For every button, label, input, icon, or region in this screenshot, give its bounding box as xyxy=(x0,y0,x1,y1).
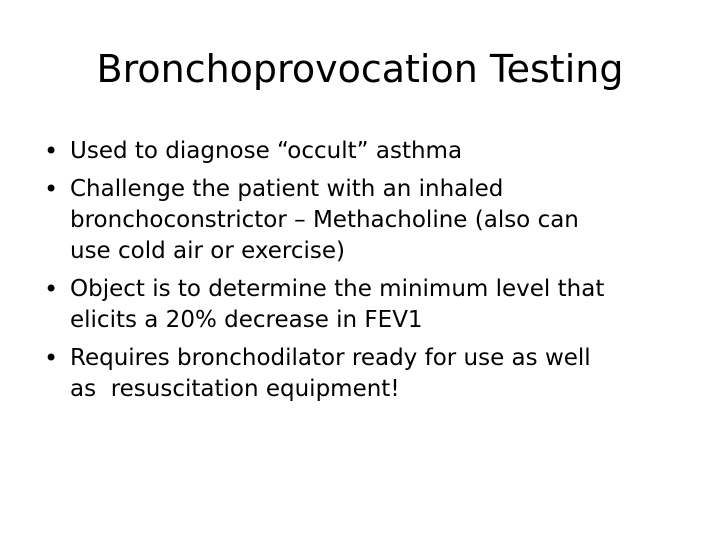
bullet-text-line: as resuscitation equipment! xyxy=(70,376,400,402)
bullet-text-line: elicits a 20% decrease in FEV1 xyxy=(70,307,423,333)
bullet-item xyxy=(44,343,694,405)
bullet-text-line: Challenge the patient with an inhaled xyxy=(70,176,504,202)
bullet-icon: • xyxy=(44,137,59,165)
bullet-text-line: Used to diagnose “occult” asthma xyxy=(70,138,463,164)
bullet-item xyxy=(44,274,694,336)
bullet-text-line: use cold air or exercise) xyxy=(70,238,346,264)
bullet-text-line: Requires bronchodilator ready for use as well xyxy=(70,345,591,371)
bullet-icon: • xyxy=(44,175,59,203)
bullet-text-line: bronchoconstrictor – Methacholine (also can xyxy=(70,207,579,233)
bullet-item xyxy=(44,174,694,267)
bullet-icon: • xyxy=(44,275,59,303)
bullet-text-line: Object is to determine the minimum level that xyxy=(70,276,605,302)
bullet-list xyxy=(44,136,694,412)
bullet-icon: • xyxy=(44,344,59,372)
slide-title: Bronchoprovocation Testing xyxy=(96,47,624,91)
bullet-item xyxy=(44,136,694,167)
